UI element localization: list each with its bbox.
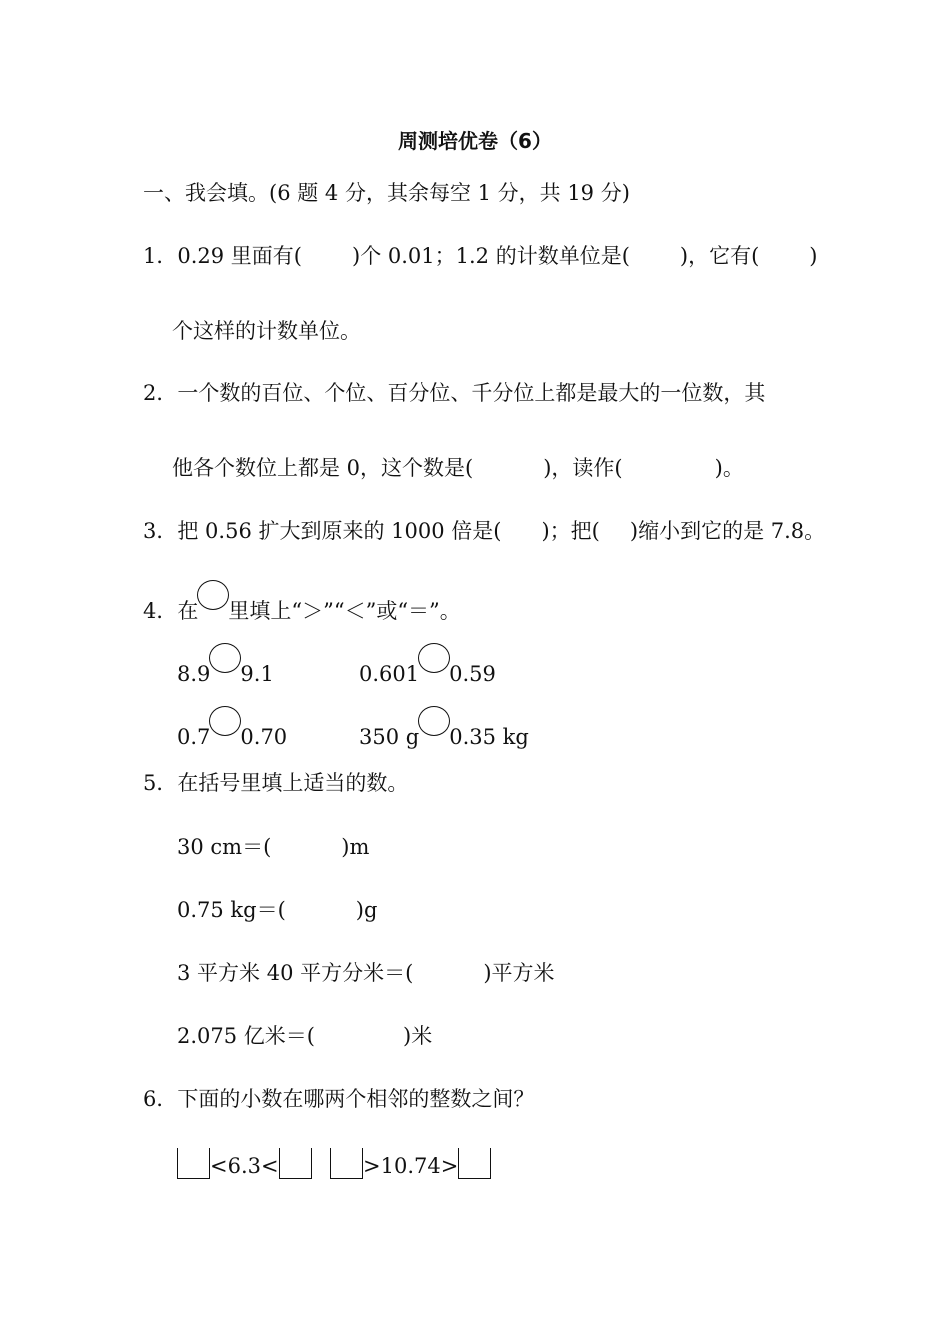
question-number: 2． <box>143 381 178 405</box>
answer-box[interactable] <box>458 1148 491 1179</box>
conversion-item: 30 cm＝( )m <box>177 835 370 859</box>
answer-box[interactable] <box>177 1148 210 1179</box>
range-item: >10.74> <box>330 1148 491 1179</box>
question-6: 6．下面的小数在哪两个相邻的整数之间？ <box>143 1087 535 1111</box>
compare-item: 0.601 0.59 <box>359 643 496 687</box>
compare-circle-input[interactable] <box>418 706 450 736</box>
answer-box[interactable] <box>279 1148 312 1179</box>
conversion-item: 0.75 kg＝( )g <box>177 898 378 922</box>
question-number: 4． <box>143 599 178 623</box>
question-number: 1． <box>143 244 178 268</box>
question-number: 6． <box>143 1087 178 1111</box>
question-number: 3． <box>143 519 178 543</box>
answer-box[interactable] <box>330 1148 363 1179</box>
question-4: 4．在 里填上“＞”“＜”或“＝”。 <box>143 580 461 624</box>
question-number: 5． <box>143 771 178 795</box>
compare-circle-input[interactable] <box>209 643 241 673</box>
question-2-line-2: 他各个数位上都是 0，这个数是( )，读作( )。 <box>172 456 744 480</box>
question-3: 3．把 0.56 扩大到原来的 1000 倍是( )；把( )缩小到它的是 7.8。 <box>143 519 826 543</box>
page-title: 周测培优卷（6） <box>398 129 552 153</box>
question-1-line-2: 个这样的计数单位。 <box>172 319 361 343</box>
compare-item: 8.9 9.1 <box>177 643 274 687</box>
question-5: 5．在括号里填上适当的数。 <box>143 771 409 795</box>
question-1-line-1: 1．0.29 里面有( )个 0.01；1.2 的计数单位是( )，它有( ) <box>143 244 818 268</box>
compare-item: 0.7 0.70 <box>177 706 287 750</box>
compare-circle-input[interactable] <box>418 643 450 673</box>
compare-circle-input[interactable] <box>209 706 241 736</box>
conversion-item: 2.075 亿米＝( )米 <box>177 1024 433 1048</box>
circle-icon <box>197 580 229 610</box>
question-2-line-1: 2．一个数的百位、个位、百分位、千分位上都是最大的一位数，其 <box>143 381 766 405</box>
section-heading: 一、我会填。(6 题 4 分，其余每空 1 分，共 19 分) <box>143 181 630 205</box>
conversion-item: 3 平方米 40 平方分米＝( )平方米 <box>177 961 555 985</box>
range-item: <6.3< <box>177 1148 312 1179</box>
compare-item: 350 g 0.35 kg <box>359 706 529 750</box>
